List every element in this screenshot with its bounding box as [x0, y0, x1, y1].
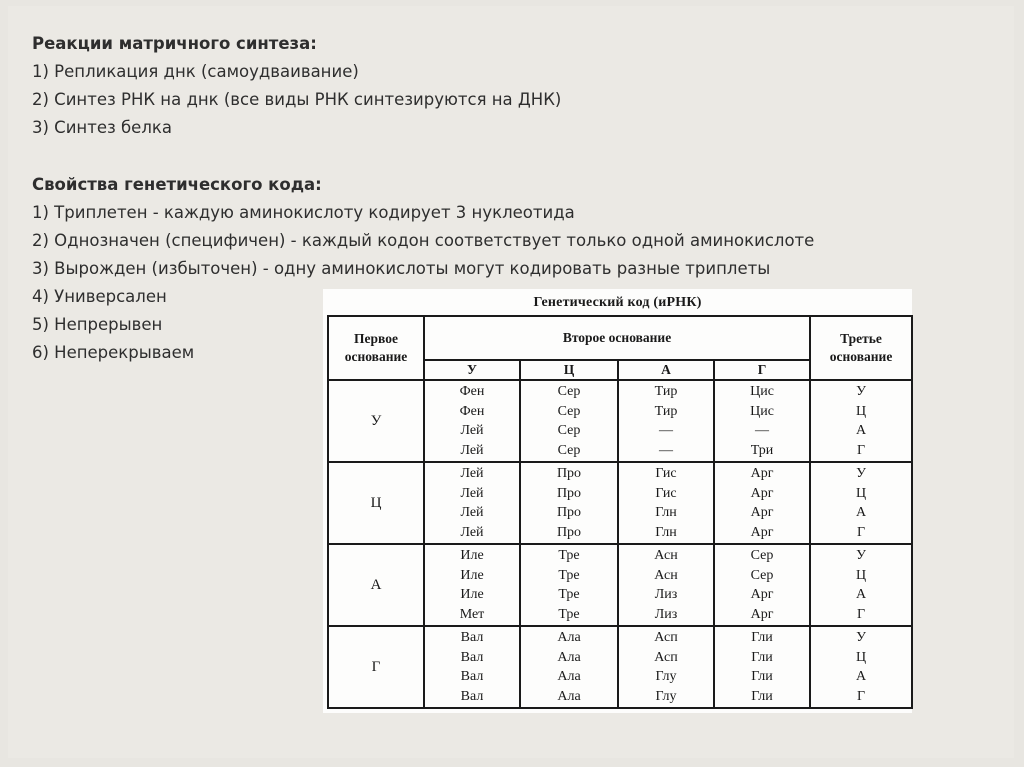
- amino-acid: Арг: [750, 524, 774, 540]
- genetic-code-table-image: [323, 289, 912, 713]
- amino-acid: Вал: [460, 669, 484, 685]
- amino-acid: Гли: [751, 630, 773, 646]
- amino-acid: Асп: [654, 630, 678, 646]
- amino-acid: Арг: [750, 466, 774, 482]
- amino-acid: Сер: [750, 567, 774, 583]
- amino-acid: Цис: [750, 403, 774, 419]
- first-base-cell: Ц: [328, 462, 424, 544]
- list-item: 3) Синтез белка: [32, 118, 172, 137]
- third-base: Ц: [855, 403, 867, 419]
- amino-acid: Лиз: [654, 587, 678, 603]
- third-base: У: [856, 384, 866, 400]
- amino-acid: Гли: [751, 669, 773, 685]
- third-base: А: [855, 423, 867, 439]
- amino-acid: Гли: [751, 649, 773, 665]
- third-base: А: [855, 669, 867, 685]
- amino-acid: Вал: [460, 649, 484, 665]
- amino-acid: Асн: [654, 548, 678, 564]
- amino-acid: Глу: [655, 669, 677, 685]
- amino-acid: Иле: [460, 567, 484, 583]
- amino-acid: Иле: [460, 587, 484, 603]
- first-base-cell: А: [328, 544, 424, 626]
- third-base: Г: [857, 606, 866, 622]
- header-second-base: Второе основание: [424, 316, 810, 360]
- third-base-cell: [810, 462, 912, 544]
- amino-acid: Три: [750, 442, 774, 458]
- amino-acid: Ала: [557, 688, 581, 704]
- table-row: [328, 380, 912, 462]
- third-base: Ц: [855, 649, 867, 665]
- amino-acid-cell: [424, 544, 520, 626]
- amino-acid: Вал: [460, 688, 484, 704]
- third-base: У: [856, 548, 866, 564]
- list-item: 5) Непрерывен: [32, 315, 163, 334]
- third-base-cell: [810, 544, 912, 626]
- third-base: Ц: [855, 485, 867, 501]
- amino-acid: Тре: [558, 606, 580, 622]
- amino-acid: Арг: [750, 606, 774, 622]
- second-base-label: Г: [714, 360, 810, 380]
- first-base-cell: Г: [328, 626, 424, 708]
- amino-acid: Асп: [654, 649, 678, 665]
- header-first-base: Первое основание: [328, 316, 424, 380]
- amino-acid: Сер: [750, 548, 774, 564]
- second-base-label: У: [424, 360, 520, 380]
- amino-acid: Лиз: [654, 606, 678, 622]
- amino-acid: Лей: [460, 423, 484, 439]
- third-base: У: [856, 466, 866, 482]
- section-title-code-properties: Свойства генетического кода:: [32, 175, 322, 194]
- amino-acid: Сер: [557, 384, 581, 400]
- list-item: 2) Синтез РНК на днк (все виды РНК синтезируются на ДНК): [32, 90, 562, 109]
- third-base-cell: [810, 380, 912, 462]
- amino-acid: Лей: [460, 505, 484, 521]
- amino-acid: Тре: [558, 548, 580, 564]
- first-base-cell: У: [328, 380, 424, 462]
- list-item: 4) Универсален: [32, 287, 167, 306]
- table-row: [328, 462, 912, 544]
- list-item: 6) Неперекрываем: [32, 343, 195, 362]
- amino-acid: —: [659, 423, 673, 439]
- third-base: Г: [857, 688, 866, 704]
- list-item: 2) Однозначен (специфичен) - каждый кодон соответствует только одной аминокислоте: [32, 231, 815, 250]
- amino-acid-cell: [714, 462, 810, 544]
- amino-acid: Арг: [750, 587, 774, 603]
- amino-acid-cell: [618, 380, 714, 462]
- section-title-matrix-synthesis: Реакции матричного синтеза:: [32, 34, 317, 53]
- amino-acid: —: [755, 423, 770, 439]
- amino-acid: Сер: [557, 403, 581, 419]
- amino-acid: Про: [556, 466, 582, 482]
- amino-acid: Фен: [459, 384, 485, 400]
- amino-acid: Лей: [460, 485, 484, 501]
- amino-acid-cell: [714, 380, 810, 462]
- amino-acid: Гли: [751, 688, 773, 704]
- amino-acid-cell: [618, 544, 714, 626]
- amino-acid-cell: [714, 544, 810, 626]
- amino-acid: Про: [556, 485, 582, 501]
- amino-acid-cell: [520, 544, 618, 626]
- amino-acid-cell: [520, 380, 618, 462]
- amino-acid-cell: [424, 462, 520, 544]
- genetic-code-table: [327, 315, 913, 709]
- list-item: 1) Репликация днк (самоудваивание): [32, 62, 359, 81]
- amino-acid: Арг: [750, 485, 774, 501]
- list-item: 3) Вырожден (избыточен) - одну аминокислоты могут кодировать разные триплеты: [32, 259, 771, 278]
- amino-acid: Цис: [750, 384, 774, 400]
- amino-acid: Глн: [655, 524, 677, 540]
- second-base-label: А: [618, 360, 714, 380]
- third-base: А: [855, 587, 867, 603]
- amino-acid-cell: [618, 626, 714, 708]
- amino-acid: Гис: [655, 485, 677, 501]
- amino-acid: —: [659, 442, 673, 458]
- slide: [8, 6, 1014, 758]
- table-row: [328, 626, 912, 708]
- amino-acid: Глу: [655, 688, 677, 704]
- amino-acid-cell: [714, 626, 810, 708]
- amino-acid: Лей: [460, 442, 484, 458]
- amino-acid: Глн: [655, 505, 677, 521]
- amino-acid-cell: [618, 462, 714, 544]
- amino-acid: Ала: [557, 630, 581, 646]
- amino-acid: Лей: [460, 466, 484, 482]
- amino-acid: Фен: [459, 403, 485, 419]
- third-base-cell: [810, 626, 912, 708]
- amino-acid: Сер: [557, 442, 581, 458]
- amino-acid: Иле: [460, 548, 484, 564]
- amino-acid: Про: [556, 505, 582, 521]
- header-third-base: Третье основание: [810, 316, 912, 380]
- second-base-label: Ц: [520, 360, 618, 380]
- third-base: А: [855, 505, 867, 521]
- amino-acid: Ала: [557, 669, 581, 685]
- table-row: [328, 544, 912, 626]
- amino-acid: Тир: [654, 403, 678, 419]
- third-base: У: [856, 630, 866, 646]
- third-base: Г: [857, 524, 866, 540]
- amino-acid: Про: [556, 524, 582, 540]
- amino-acid: Тир: [654, 384, 678, 400]
- amino-acid: Арг: [750, 505, 774, 521]
- amino-acid: Тре: [558, 587, 580, 603]
- amino-acid-cell: [424, 380, 520, 462]
- amino-acid: Мет: [459, 606, 485, 622]
- third-base: Г: [857, 442, 866, 458]
- amino-acid-cell: [520, 462, 618, 544]
- third-base: Ц: [855, 567, 867, 583]
- list-item: 1) Триплетен - каждую аминокислоту кодирует 3 нуклеотида: [32, 203, 575, 222]
- amino-acid-cell: [424, 626, 520, 708]
- amino-acid: Сер: [557, 423, 581, 439]
- amino-acid: Тре: [558, 567, 580, 583]
- amino-acid: Вал: [460, 630, 484, 646]
- amino-acid: Ала: [557, 649, 581, 665]
- table-title: Генетический код (иРНК): [533, 295, 702, 310]
- amino-acid: Лей: [460, 524, 484, 540]
- amino-acid: Гис: [655, 466, 677, 482]
- amino-acid-cell: [520, 626, 618, 708]
- amino-acid: Асн: [654, 567, 678, 583]
